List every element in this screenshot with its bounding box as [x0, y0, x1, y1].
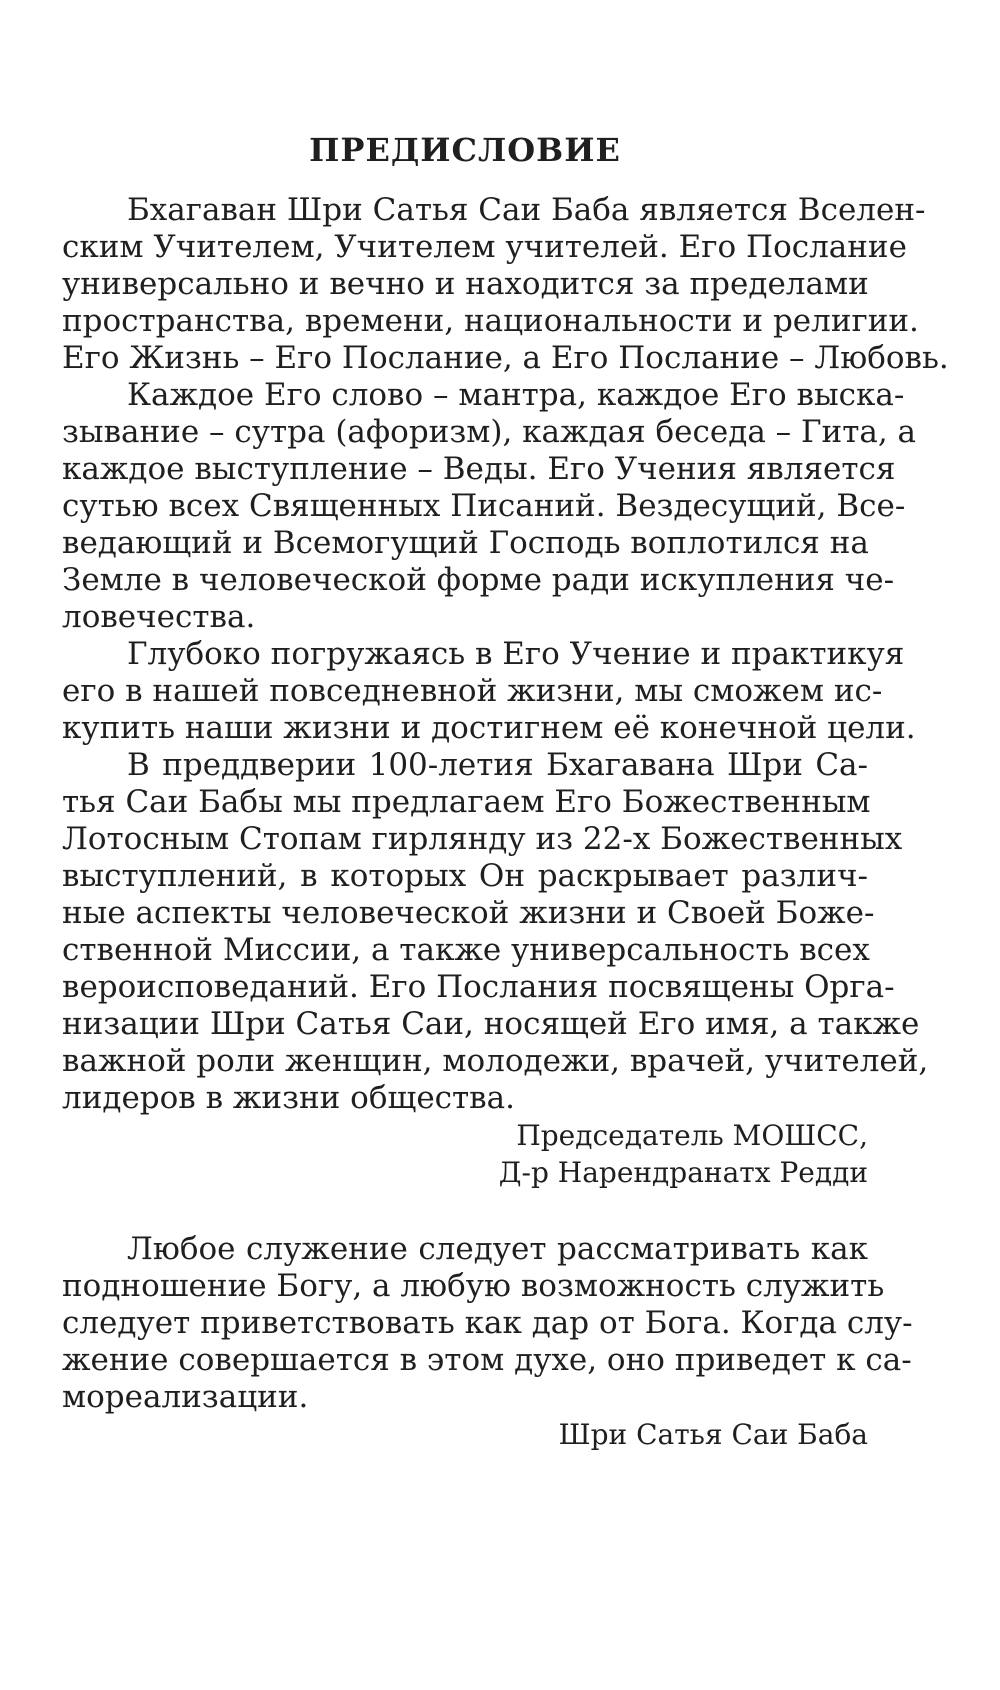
paragraph-3: [62, 636, 916, 747]
text-line: сутью всех Священных Писаний. Вездесущий, Все-: [62, 488, 906, 524]
text-line: его в нашей повседневной жизни, мы сможем ис-: [62, 673, 883, 709]
text-line: лидеров в жизни общества.: [62, 1080, 515, 1116]
text-line: ведающий и Всемогущий Господь воплотился на: [62, 525, 869, 561]
paragraph-1: [62, 192, 949, 377]
text-line: низации Шри Сатья Саи, носящей Его имя, а также: [62, 1006, 920, 1042]
signature-title: Председатель МОШСС,: [516, 1119, 868, 1152]
quote-signature: Шри Сатья Саи Баба: [558, 1418, 868, 1451]
text-line: Любое служение следует рассматривать как: [127, 1231, 868, 1267]
text-line: мореализации.: [62, 1379, 309, 1415]
text-line: ловечества.: [62, 599, 256, 635]
quote-paragraph: [62, 1231, 913, 1416]
text-line: ским Учителем, Учителем учителей. Его Послание: [62, 229, 907, 265]
text-line: В преддверии 100-летия Бхагавана Шри Са-: [127, 747, 868, 783]
text-line: ственной Миссии, а также универсальность всех: [62, 932, 870, 968]
text-line: Лотосным Стопам гирлянду из 22-х Божественных: [62, 821, 903, 857]
text-line: каждое выступление – Веды. Его Учения является: [62, 451, 896, 487]
text-line: Земле в человеческой форме ради искупления че-: [62, 562, 895, 598]
text-line: ные аспекты человеческой жизни и Своей Боже-: [62, 895, 875, 931]
signature-chairman: [62, 1117, 868, 1191]
text-line: универсально и вечно и находится за пределами: [62, 266, 869, 302]
text-line: пространства, времени, национальности и религии.: [62, 303, 919, 339]
text-line: жение совершается в этом духе, оно приведет к са-: [62, 1342, 912, 1378]
text-line: вероисповеданий. Его Послания посвящены Орга-: [62, 969, 895, 1005]
text-line: тья Саи Бабы мы предлагаем Его Божественным: [62, 784, 871, 820]
signature-name: Д-р Нарендранатх Редди: [498, 1156, 868, 1189]
text-line: купить наши жизни и достигнем её конечной цели.: [62, 710, 916, 746]
text-line: Его Жизнь – Его Послание, а Его Послание – Любовь.: [62, 340, 949, 376]
section-spacer: [62, 1191, 868, 1231]
text-line: Каждое Его слово – мантра, каждое Его выска-: [127, 377, 905, 413]
text-line: следует приветствовать как дар от Бога. Когда слу-: [62, 1305, 913, 1341]
document-page: [62, 128, 949, 1453]
paragraph-2: [62, 377, 917, 636]
text-line: зывание – сутра (афоризм), каждая беседа – Гита, а: [62, 414, 917, 450]
paragraph-4: [62, 747, 929, 1117]
text-line: Бхагаван Шри Сатья Саи Баба является Вселен-: [127, 192, 926, 228]
text-line: выступлений, в которых Он раскрывает различ-: [62, 858, 868, 894]
text-line: подношение Богу, а любую возможность служить: [62, 1268, 885, 1304]
text-line: важной роли женщин, молодежи, врачей, учителей,: [62, 1043, 929, 1079]
page-title: ПРЕДИСЛОВИЕ: [309, 131, 621, 169]
text-line: Глубоко погружаясь в Его Учение и практикуя: [127, 636, 905, 672]
